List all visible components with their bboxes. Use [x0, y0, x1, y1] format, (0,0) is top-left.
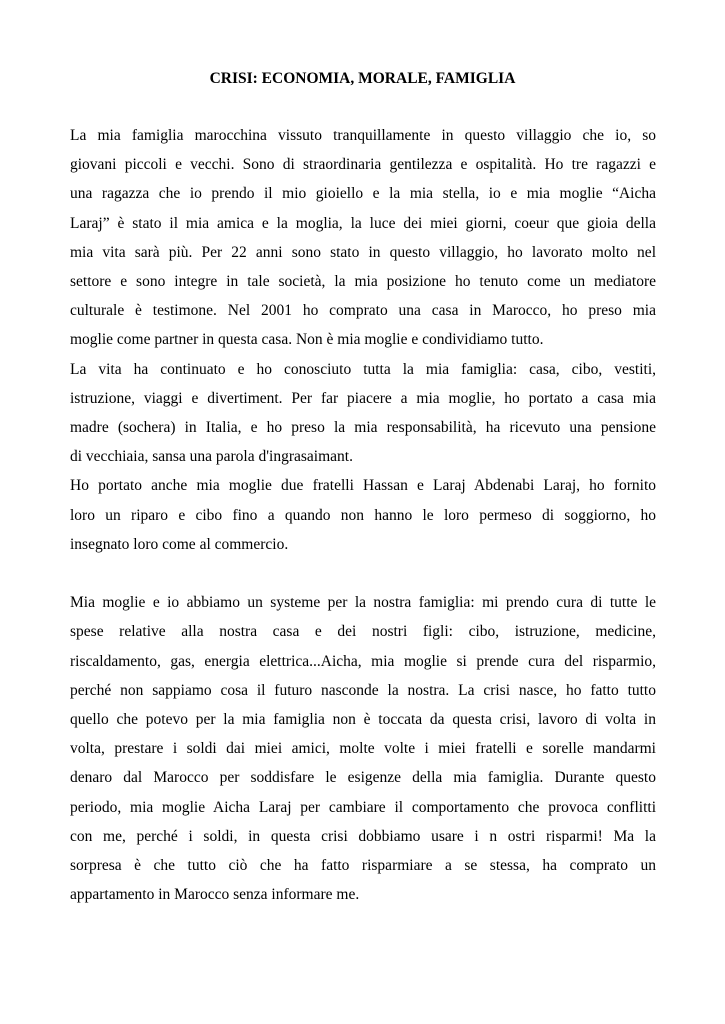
text-line: madre (sochera) in Italia, e ho preso la mia responsabilità, ha ricevuto una pensione — [70, 419, 656, 437]
text-line: perché non sappiamo cosa il futuro nasconde la nostra. La crisi nasce, ho fatto tutto — [70, 681, 656, 699]
text-line: appartamento in Marocco senza informare me. — [70, 886, 360, 904]
text-line: Ho portato anche mia moglie due fratelli Hassan e Laraj Abdenabi Laraj, ho fornito — [70, 477, 656, 495]
text-line: istruzione, viaggi e divertiment. Per far piacere a mia moglie, ho portato a casa mia — [70, 389, 656, 407]
text-line: con me, perché i soldi, in questa crisi dobbiamo usare i n ostri risparmi! Ma la — [70, 827, 656, 845]
paragraph-spacer — [70, 559, 656, 588]
paragraph-4 — [70, 588, 656, 909]
text-line: quello che potevo per la mia famiglia non è toccata da questa crisi, lavoro di volta in — [70, 711, 656, 729]
text-line: mia vita sarà più. Per 22 anni sono stato in questo villaggio, ho lavorato molto nel — [70, 243, 656, 261]
text-line: moglie come partner in questa casa. Non è mia moglie e condividiamo tutto. — [70, 331, 544, 349]
text-line: di vecchiaia, sansa una parola d'ingrasaimant. — [70, 448, 353, 466]
text-line: spese relative alla nostra casa e dei nostri figli: cibo, istruzione, medicine, — [70, 623, 656, 641]
text-line: giovani piccoli e vecchi. Sono di straordinaria gentilezza e ospitalità. Ho tre ragazzi e — [70, 156, 656, 174]
text-line: denaro dal Marocco per soddisfare le esigenze della mia famiglia. Durante questo — [70, 769, 656, 787]
document-body — [70, 121, 656, 909]
document-title: CRISI: ECONOMIA, MORALE, FAMIGLIA — [209, 70, 516, 87]
paragraph-3 — [70, 471, 656, 559]
text-line: settore e sono integre in tale società, la mia posizione ho tenuto come un mediatore — [70, 273, 656, 291]
text-line: periodo, mia moglie Aicha Laraj per cambiare il comportamento che provoca conflitti — [70, 798, 656, 816]
paragraph-2 — [70, 355, 656, 472]
text-line: insegnato loro come al commercio. — [70, 535, 289, 553]
text-line: Mia moglie e io abbiamo un systeme per la nostra famiglia: mi prendo cura di tutte le — [70, 594, 656, 612]
text-line: una ragazza che io prendo il mio gioiello e la mia stella, io e mia moglie “Aicha — [70, 185, 656, 203]
text-line: loro un riparo e cibo fino a quando non hanno le loro permeso di soggiorno, ho — [70, 506, 656, 524]
text-line: riscaldamento, gas, energia elettrica...Aicha, mia moglie si prende cura del risparmio, — [70, 652, 656, 670]
text-line: culturale è testimone. Nel 2001 ho comprato una casa in Marocco, ho preso mia — [70, 302, 656, 320]
text-line: La mia famiglia marocchina vissuto tranquillamente in questo villaggio che io, so — [70, 127, 656, 144]
text-line: volta, prestare i soldi dai miei amici, molte volte i miei fratelli e sorelle mandarmi — [70, 740, 656, 758]
text-line: sorpresa è che tutto ciò che ha fatto risparmiare a se stessa, ha comprato un — [70, 857, 656, 875]
text-line: La vita ha continuato e ho conosciuto tutta la mia famiglia: casa, cibo, vestiti, — [70, 360, 656, 378]
text-line: Laraj” è stato il mia amica e la moglia, la luce dei miei giorni, coeur que gioia della — [70, 214, 656, 232]
paragraph-1 — [70, 121, 656, 355]
